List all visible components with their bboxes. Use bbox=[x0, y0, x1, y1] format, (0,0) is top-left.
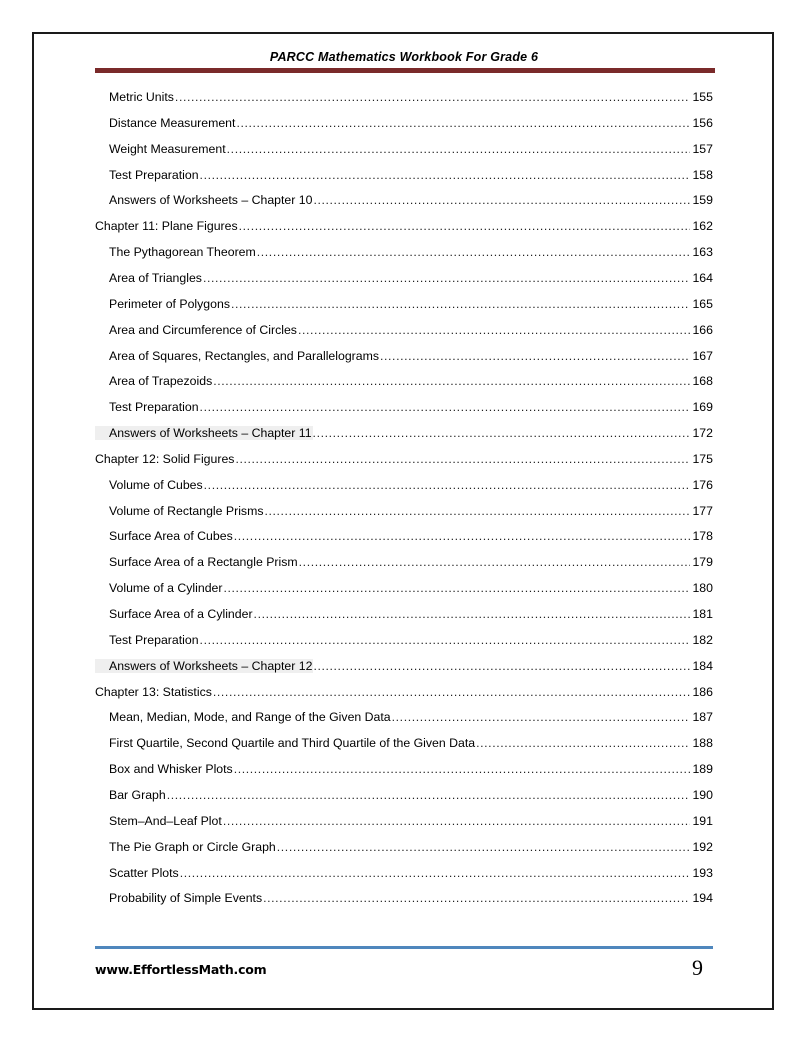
toc-entry-label: Volume of a Cylinder bbox=[109, 581, 223, 596]
toc-entry-page: 187 bbox=[692, 710, 713, 725]
toc-entry[interactable] bbox=[95, 581, 713, 599]
toc-entry-page: 162 bbox=[692, 219, 713, 234]
toc-entry-label: Test Preparation bbox=[109, 632, 199, 647]
toc-entry-label: Answers of Worksheets – Chapter 10 bbox=[109, 193, 313, 208]
toc-entry-page: 157 bbox=[692, 141, 713, 156]
toc-entry-page: 172 bbox=[692, 426, 713, 441]
toc-entry[interactable] bbox=[95, 762, 713, 780]
footer-rule bbox=[95, 946, 713, 949]
toc-dot-leader bbox=[392, 710, 691, 724]
toc-entry-label: Surface Area of a Cylinder bbox=[109, 607, 253, 621]
toc-entry[interactable] bbox=[95, 633, 713, 651]
toc-dot-leader bbox=[180, 866, 691, 880]
toc-dot-leader bbox=[231, 297, 690, 311]
toc-dot-leader bbox=[234, 529, 691, 543]
toc-entry-page: 192 bbox=[692, 839, 713, 854]
toc-entry-page: 184 bbox=[692, 658, 713, 673]
toc-entry[interactable] bbox=[95, 116, 713, 134]
toc-entry-page: 166 bbox=[692, 322, 713, 337]
toc-entry[interactable] bbox=[95, 349, 713, 367]
toc-entry[interactable] bbox=[95, 659, 713, 677]
toc-dot-leader bbox=[200, 633, 691, 647]
toc-dot-leader bbox=[476, 736, 690, 750]
toc-entry-label: The Pie Graph or Circle Graph bbox=[109, 839, 276, 854]
toc-entry-label: Distance Measurement bbox=[109, 115, 236, 130]
header-rule bbox=[95, 68, 715, 73]
page-header-title: PARCC Mathematics Workbook For Grade 6 bbox=[269, 50, 539, 64]
toc-chapter-entry[interactable] bbox=[95, 452, 713, 470]
toc-entry-page: 182 bbox=[692, 632, 713, 647]
toc-entry-label: Box and Whisker Plots bbox=[109, 762, 233, 777]
toc-entry-page: 191 bbox=[692, 813, 713, 828]
toc-entry[interactable] bbox=[95, 607, 713, 625]
toc-dot-leader bbox=[264, 504, 690, 518]
toc-entry-page: 164 bbox=[692, 270, 713, 285]
toc-entry-page: 181 bbox=[692, 607, 713, 621]
toc-entry-label: Metric Units bbox=[109, 90, 174, 104]
toc-dot-leader bbox=[235, 452, 690, 466]
toc-entry-page: 156 bbox=[692, 115, 713, 130]
toc-entry[interactable] bbox=[95, 478, 713, 496]
toc-entry-label: First Quartile, Second Quartile and Third Quartile of the Given Data bbox=[109, 736, 476, 751]
toc-entry[interactable] bbox=[95, 245, 713, 263]
toc-entry-page: 158 bbox=[692, 167, 713, 182]
toc-dot-leader bbox=[223, 814, 691, 828]
toc-entry-page: 176 bbox=[692, 477, 713, 492]
toc-entry[interactable] bbox=[95, 814, 713, 832]
toc-entry-page: 169 bbox=[692, 400, 713, 415]
toc-entry-page: 190 bbox=[692, 787, 713, 802]
toc-entry[interactable] bbox=[95, 400, 713, 418]
toc-dot-leader bbox=[263, 891, 690, 905]
toc-entry[interactable] bbox=[95, 168, 713, 186]
toc-entry-page: 189 bbox=[692, 762, 713, 777]
toc-dot-leader bbox=[234, 762, 691, 776]
toc-entry-page: 186 bbox=[692, 684, 713, 699]
toc-entry[interactable] bbox=[95, 736, 713, 754]
toc-entry-page: 159 bbox=[692, 193, 713, 208]
toc-entry-label: Area of Squares, Rectangles, and Parallelograms bbox=[109, 348, 379, 363]
toc-entry-label: Chapter 12: Solid Figures bbox=[95, 451, 235, 466]
toc-entry-label: Test Preparation bbox=[109, 400, 199, 415]
toc-dot-leader bbox=[239, 219, 691, 233]
toc-entry-page: 180 bbox=[692, 581, 713, 596]
toc-entry[interactable] bbox=[95, 142, 713, 160]
toc-entry-page: 175 bbox=[692, 451, 713, 466]
toc-entry-label: Chapter 13: Statistics bbox=[95, 684, 212, 699]
toc-dot-leader bbox=[200, 400, 691, 414]
toc-entry[interactable] bbox=[95, 788, 713, 806]
toc-dot-leader bbox=[204, 478, 691, 492]
toc-entry-label: Surface Area of Cubes bbox=[109, 529, 233, 544]
toc-dot-leader bbox=[313, 193, 690, 207]
toc-dot-leader bbox=[213, 685, 691, 699]
toc-entry-page: 193 bbox=[692, 865, 713, 880]
toc-dot-leader bbox=[277, 840, 691, 854]
toc-entry-page: 167 bbox=[692, 348, 713, 363]
toc-entry-label: Area and Circumference of Circles bbox=[109, 322, 297, 337]
toc-entry-label: Test Preparation bbox=[109, 167, 199, 182]
toc-dot-leader bbox=[257, 245, 691, 259]
toc-dot-leader bbox=[299, 555, 691, 569]
toc-chapter-entry[interactable] bbox=[95, 219, 713, 237]
toc-dot-leader bbox=[227, 142, 691, 156]
toc-entry[interactable] bbox=[95, 891, 713, 909]
toc-entry-label: Perimeter of Polygons bbox=[109, 296, 230, 311]
toc-entry-page: 155 bbox=[692, 90, 713, 104]
toc-entry[interactable] bbox=[95, 374, 713, 392]
toc-dot-leader bbox=[254, 607, 691, 621]
toc-entry[interactable] bbox=[95, 193, 713, 211]
toc-entry-label: Bar Graph bbox=[109, 787, 166, 802]
toc-entry[interactable] bbox=[95, 426, 713, 444]
toc-dot-leader bbox=[236, 116, 690, 130]
toc-dot-leader bbox=[200, 168, 691, 182]
toc-dot-leader bbox=[167, 788, 691, 802]
toc-entry-page: 177 bbox=[692, 503, 713, 518]
toc-entry[interactable] bbox=[95, 504, 713, 522]
toc-entry-page: 178 bbox=[692, 529, 713, 544]
toc-dot-leader bbox=[380, 349, 690, 363]
toc-entry-label: Area of Trapezoids bbox=[109, 374, 213, 389]
toc-entry-page: 188 bbox=[692, 736, 713, 751]
toc-entry[interactable] bbox=[95, 271, 713, 289]
toc-entry[interactable] bbox=[95, 529, 713, 547]
toc-entry-label: Answers of Worksheets – Chapter 12 bbox=[95, 659, 313, 673]
toc-entry-label: Weight Measurement bbox=[109, 141, 226, 156]
toc-entry-label: Scatter Plots bbox=[109, 865, 179, 880]
toc-entry[interactable] bbox=[95, 297, 713, 315]
toc-entry-label: Volume of Rectangle Prisms bbox=[109, 503, 264, 518]
toc-entry-label: The Pythagorean Theorem bbox=[109, 245, 256, 260]
toc-dot-leader bbox=[313, 659, 690, 673]
toc-entry-page: 194 bbox=[692, 891, 713, 906]
toc-entry-label: Stem–And–Leaf Plot bbox=[109, 813, 222, 828]
toc-dot-leader bbox=[203, 271, 691, 285]
toc-dot-leader bbox=[298, 323, 691, 337]
toc-entry[interactable] bbox=[95, 840, 713, 858]
footer-website[interactable]: www.EffortlessMath.com bbox=[95, 962, 267, 977]
toc-entry[interactable] bbox=[95, 555, 713, 573]
toc-dot-leader bbox=[213, 374, 690, 388]
toc-entry-label: Volume of Cubes bbox=[109, 477, 203, 492]
toc-entry-label: Answers of Worksheets – Chapter 11 bbox=[95, 426, 313, 440]
toc-entry-page: 163 bbox=[692, 245, 713, 260]
toc-entry-page: 179 bbox=[692, 555, 713, 570]
toc-dot-leader bbox=[313, 426, 691, 440]
toc-chapter-entry[interactable] bbox=[95, 685, 713, 703]
toc-entry[interactable] bbox=[95, 323, 713, 341]
toc-dot-leader bbox=[223, 581, 690, 595]
toc-dot-leader bbox=[175, 90, 691, 104]
toc-entry-label: Area of Triangles bbox=[109, 270, 202, 285]
toc-entry[interactable] bbox=[95, 90, 713, 108]
page-number: 9 bbox=[692, 955, 703, 980]
toc-entry[interactable] bbox=[95, 710, 713, 728]
toc-entry-page: 165 bbox=[692, 296, 713, 311]
toc-entry-page: 168 bbox=[692, 374, 713, 389]
toc-entry[interactable] bbox=[95, 866, 713, 884]
toc-entry-label: Probability of Simple Events bbox=[109, 891, 263, 906]
toc-entry-label: Mean, Median, Mode, and Range of the Given Data bbox=[109, 710, 391, 725]
toc-entry-label: Chapter 11: Plane Figures bbox=[95, 219, 238, 234]
toc-entry-label: Surface Area of a Rectangle Prism bbox=[109, 555, 298, 570]
